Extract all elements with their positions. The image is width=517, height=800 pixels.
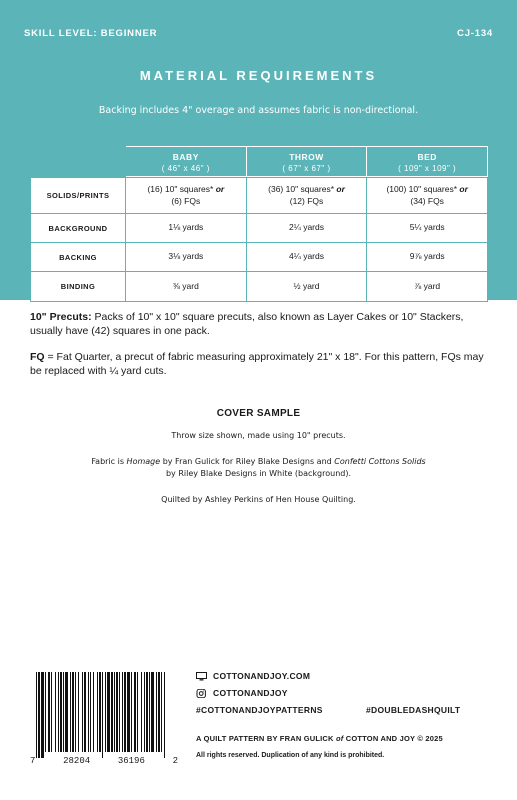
barcode-bar bbox=[116, 672, 118, 752]
website-link[interactable]: COTTONANDJOY.COM bbox=[196, 671, 310, 681]
barcode-bar bbox=[144, 672, 145, 752]
cover-size-line: Throw size shown, made using 10" precuts. bbox=[171, 431, 346, 440]
barcode-bar bbox=[58, 672, 59, 752]
barcode-bar bbox=[45, 672, 46, 752]
barcode-bar bbox=[84, 672, 86, 752]
barcode-bar bbox=[99, 672, 101, 752]
barcode-bar bbox=[137, 672, 138, 752]
row-label: BACKING bbox=[31, 243, 126, 271]
table-cell: ½ yard bbox=[247, 272, 368, 301]
barcode-bar bbox=[65, 672, 68, 752]
barcode-bar bbox=[51, 672, 52, 752]
monitor-icon bbox=[196, 672, 207, 681]
barcode-bar bbox=[90, 672, 91, 752]
barcode-bar bbox=[156, 672, 157, 752]
barcode-bar bbox=[151, 672, 154, 752]
barcode-bar bbox=[107, 672, 110, 752]
barcode-bar bbox=[60, 672, 62, 752]
barcode-bar bbox=[122, 672, 123, 752]
row-label: BACKGROUND bbox=[31, 214, 126, 242]
material-requirements-title: MATERIAL REQUIREMENTS bbox=[139, 68, 378, 83]
hashtag-quilt: #DOUBLEDASHQUILT bbox=[366, 705, 461, 715]
barcode-bar bbox=[114, 672, 115, 752]
table-row bbox=[31, 272, 487, 301]
barcode-bar bbox=[72, 672, 74, 752]
barcode-bar bbox=[93, 672, 94, 752]
cover-quilted-line: Quilted by Ashley Perkins of Hen House Quilting. bbox=[161, 495, 356, 504]
barcode-bar bbox=[161, 672, 162, 752]
barcode-bar bbox=[36, 672, 37, 758]
barcode-bar bbox=[38, 672, 40, 758]
hashtag-patterns: #COTTONANDJOYPATTERNS bbox=[196, 705, 323, 715]
table-cell: 2¼ yards bbox=[247, 214, 368, 242]
pattern-code: CJ-134 bbox=[457, 28, 493, 39]
table-cell: 3⅛ yards bbox=[126, 243, 247, 271]
barcode-bar bbox=[97, 672, 98, 752]
barcode-digits: 7 28204 36196 2 bbox=[30, 756, 178, 766]
barcode-bar bbox=[146, 672, 148, 752]
barcode-bar bbox=[63, 672, 64, 752]
cover-sample bbox=[0, 408, 517, 506]
table-cell: ⅞ yard bbox=[414, 280, 441, 291]
table-row bbox=[31, 243, 487, 272]
column-header-bed: BED ( 109" x 109" ) bbox=[367, 146, 488, 177]
barcode-bar bbox=[102, 672, 103, 758]
row-label: BINDING bbox=[31, 272, 126, 301]
column-header-baby: BABY ( 46" x 46" ) bbox=[126, 146, 247, 177]
barcode-bar bbox=[88, 672, 89, 752]
table-cell: 4¼ yards bbox=[247, 243, 368, 271]
barcode-bar bbox=[105, 672, 106, 752]
rights-notice: All rights reserved. Duplication of any kind is prohibited. bbox=[196, 752, 385, 759]
barcode-bar bbox=[55, 672, 56, 752]
table-cell: (16) 10" squares* or (6) FQs bbox=[126, 178, 247, 213]
barcode-bar bbox=[75, 672, 76, 752]
table-header-row bbox=[30, 146, 488, 177]
barcode-bar bbox=[70, 672, 71, 752]
barcode-bar bbox=[164, 672, 165, 758]
instagram-icon bbox=[196, 689, 207, 698]
pattern-credit: A QUILT PATTERN BY FRAN GULICK of COTTON AND JOY © 2025 bbox=[196, 734, 443, 743]
table-body bbox=[30, 177, 488, 302]
table-cell: (36) 10" squares* or (12) FQs bbox=[247, 178, 368, 213]
fat-quarter-note: FQ = Fat Quarter, a precut of fabric measuring approximately 21" x 18". For this pattern, FQs may be replaced with ¼ yard cuts. bbox=[30, 351, 484, 377]
instagram-link[interactable]: COTTONANDJOY bbox=[196, 688, 288, 698]
table-row bbox=[31, 214, 487, 243]
barcode-bar bbox=[149, 672, 150, 752]
requirements-table bbox=[30, 146, 488, 302]
barcode-bar bbox=[111, 672, 113, 752]
barcode-bar bbox=[127, 672, 130, 752]
barcode-bar bbox=[134, 672, 136, 752]
cover-fabric-line: Fabric is Homage by Fran Gulick for Riley Blake Designs and Confetti Cottons Solids by Riley Blake Designs in White (background). bbox=[91, 457, 426, 478]
barcode-bar bbox=[131, 672, 132, 752]
column-header-throw: THROW ( 67" x 67" ) bbox=[247, 146, 368, 177]
table-cell: (100) 10" squares* or (34) FQs bbox=[386, 184, 468, 206]
table-cell: 5¼ yards bbox=[409, 222, 445, 233]
row-label: SOLIDS/PRINTS bbox=[31, 178, 126, 213]
skill-level: SKILL LEVEL: BEGINNER bbox=[24, 28, 158, 39]
table-cell: 9⅞ yards bbox=[409, 251, 445, 262]
barcode-bar bbox=[78, 672, 79, 752]
precuts-note: 10" Precuts: Packs of 10" x 10" square precuts, also known as Layer Cakes or 10" Stackers, usually have (42) squares in one pack. bbox=[30, 311, 464, 337]
barcode-image bbox=[36, 672, 168, 758]
table-cell: ⅜ yard bbox=[126, 272, 247, 301]
barcode-bar bbox=[41, 672, 44, 758]
barcode-bar bbox=[141, 672, 142, 752]
cover-sample-title: COVER SAMPLE bbox=[216, 408, 301, 419]
table-row bbox=[31, 178, 487, 214]
backing-note: Backing includes 4" overage and assumes fabric is non-directional. bbox=[98, 105, 419, 116]
barcode-bar bbox=[119, 672, 120, 752]
barcode-bar bbox=[48, 672, 50, 752]
barcode-bar bbox=[124, 672, 126, 752]
barcode-bar bbox=[82, 672, 83, 752]
table-cell: 1⅛ yards bbox=[126, 214, 247, 242]
barcode-bar bbox=[158, 672, 160, 752]
top-bar bbox=[24, 28, 493, 39]
